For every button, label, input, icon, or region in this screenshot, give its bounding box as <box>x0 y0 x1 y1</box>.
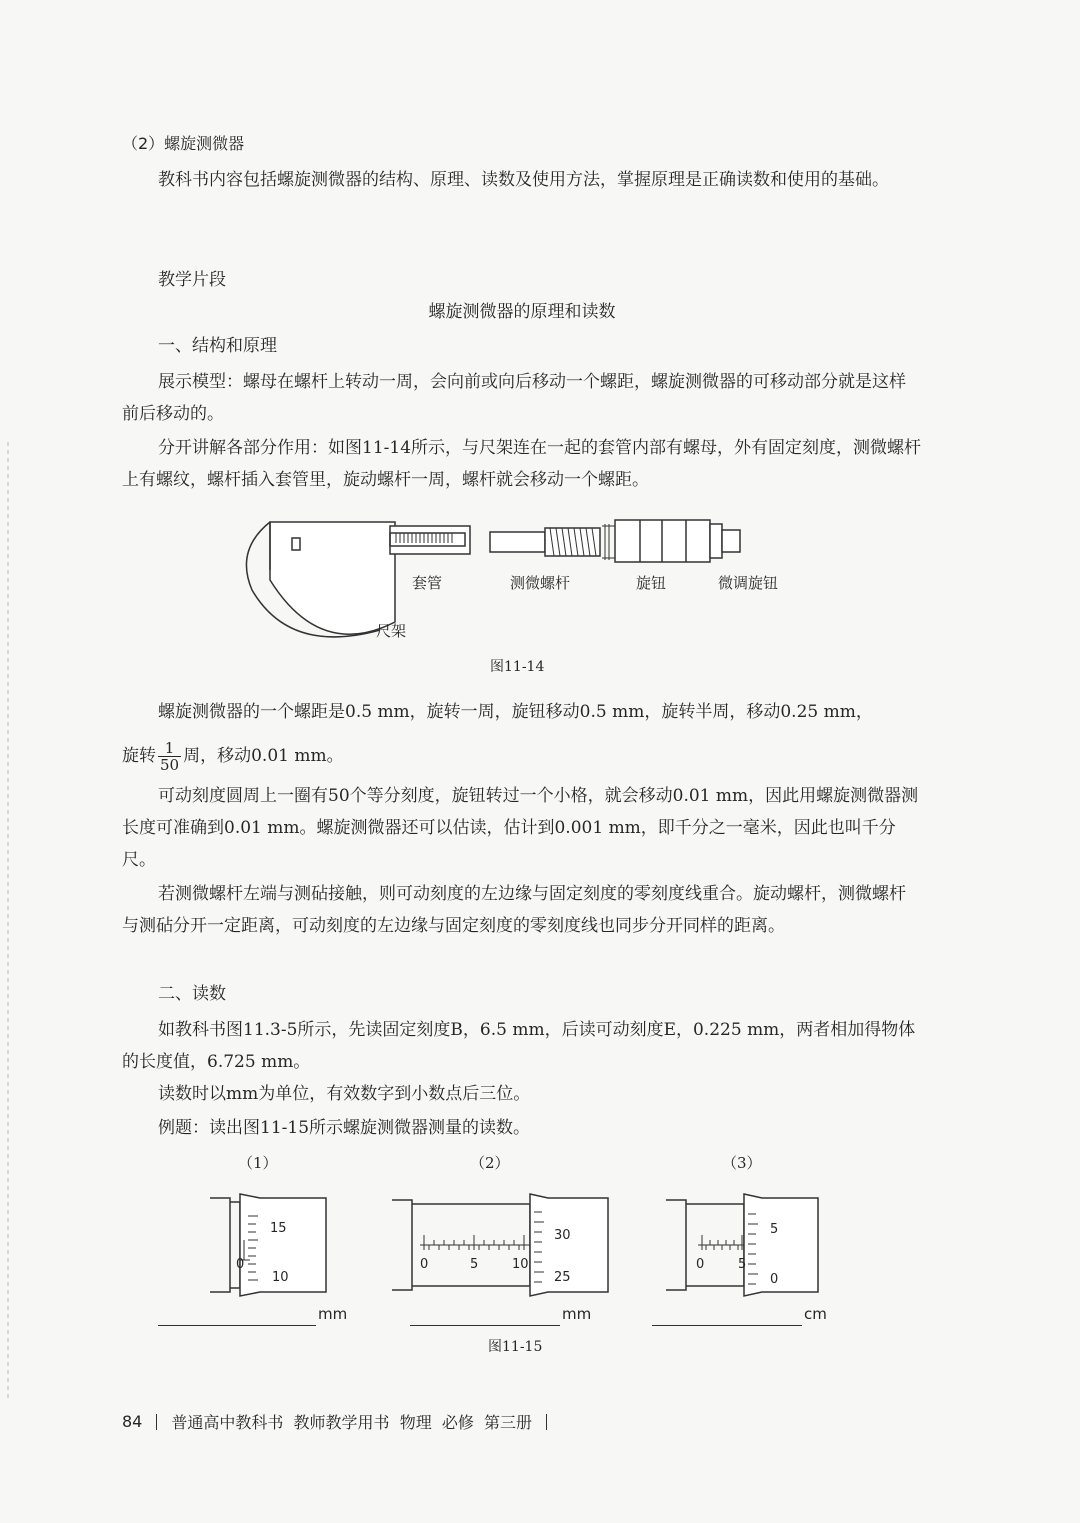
page-footer <box>122 1410 547 1433</box>
sub3-answer-blank[interactable] <box>652 1325 802 1326</box>
sub2-answer-blank[interactable] <box>410 1325 560 1326</box>
micrometer-3-diagram <box>662 1190 832 1300</box>
micrometer-2-diagram <box>390 1190 620 1300</box>
footer-divider-left <box>156 1414 157 1430</box>
sub3-fixed-5: 5 <box>738 1257 747 1272</box>
paragraph-5: 若测微螺杆左端与测砧接触，则可动刻度的左边缘与固定刻度的零刻度线重合。旋动螺杆，测微螺杆与测砧分开一定距离，可动刻度的左边缘与固定刻度的零刻度线也同步分开同样的距离。 <box>122 884 906 936</box>
frame-shape <box>270 522 395 634</box>
paragraph-3-fraction-line <box>122 740 922 773</box>
figure-11-14-caption: 图11-14 <box>490 659 545 675</box>
part1-heading: 一、结构和原理 <box>158 336 277 356</box>
sub2-label: （2） <box>470 1154 510 1172</box>
figure-11-15-caption: 图11-15 <box>488 1339 543 1355</box>
section-intro: 教科书内容包括螺旋测微器的结构、原理、读数及使用方法，掌握原理是正确读数和使用的基础。 <box>158 170 889 190</box>
label-frame: 尺架 <box>376 622 407 640</box>
sub3-tick-high: 5 <box>770 1222 779 1237</box>
sub3-label: （3） <box>722 1154 762 1172</box>
micrometer-1-diagram <box>200 1190 340 1300</box>
sub1-unit: mm <box>318 1305 348 1323</box>
paragraph-1: 展示模型：螺母在螺杆上转动一周，会向前或向后移动一个螺距，螺旋测微器的可移动部分就是这样前后移动的。 <box>122 372 906 424</box>
paragraph-6: 如教科书图11.3-5所示，先读固定刻度B，6.5 mm，后读可动刻度E，0.225 mm，两者相加得物体的长度值，6.725 mm。 <box>122 1020 916 1072</box>
page-edge-dots <box>6 440 10 1400</box>
paragraph-3: 螺旋测微器的一个螺距是0.5 mm，旋转一周，旋钮移动0.5 mm，旋转半周，移动0.25 mm， <box>158 702 873 722</box>
paragraph-8: 例题：读出图11-15所示螺旋测微器测量的读数。 <box>158 1118 531 1138</box>
sub3-unit: cm <box>804 1305 827 1323</box>
spindle-shape <box>490 532 545 552</box>
sub2-tick-high: 30 <box>554 1228 571 1243</box>
sub1-tick-low: 10 <box>272 1270 289 1285</box>
sleeve-shape <box>390 526 470 554</box>
fraction <box>158 740 181 773</box>
footer-divider-right <box>546 1414 547 1430</box>
label-sleeve: 套管 <box>412 574 443 592</box>
label-ratchet: 微调旋钮 <box>718 574 779 592</box>
sub2-fixed-0: 0 <box>420 1257 429 1272</box>
sub3-fixed-0: 0 <box>696 1257 705 1272</box>
sub2-fixed-10: 10 <box>512 1257 529 1272</box>
fraction-numerator: 1 <box>158 740 181 757</box>
sub1-tick-high: 15 <box>270 1221 287 1236</box>
segment-title: 螺旋测微器的原理和读数 <box>428 302 616 322</box>
page-number: 84 <box>122 1412 143 1431</box>
segment-label: 教学片段 <box>158 270 226 290</box>
section-heading: （2）螺旋测微器 <box>122 134 245 153</box>
sub1-label: （1） <box>238 1154 278 1172</box>
part2-heading: 二、读数 <box>158 984 226 1004</box>
paragraph-2: 分开讲解各部分作用：如图11-14所示，与尺架连在一起的套管内部有螺母，外有固定刻度，测微螺杆上有螺纹，螺杆插入套管里，旋动螺杆一周，螺杆就会移动一个螺距。 <box>122 438 922 490</box>
paragraph-7: 读数时以mm为单位，有效数字到小数点后三位。 <box>158 1084 531 1104</box>
label-spindle: 测微螺杆 <box>510 574 571 592</box>
paragraph-4: 可动刻度圆周上一圈有50个等分刻度，旋钮转过一个小格，就会移动0.01 mm，因此用螺旋测微器测长度可准确到0.01 mm。螺旋测微器还可以估读，估计到0.001 mm，即千分之一毫米，因此也叫千分尺。 <box>122 786 919 870</box>
sub1-answer-blank[interactable] <box>158 1325 316 1326</box>
sub1-zero: 0 <box>236 1257 245 1272</box>
sub2-tick-low: 25 <box>554 1270 571 1285</box>
fraction-suffix: 周，移动0.01 mm。 <box>183 746 344 766</box>
fraction-prefix: 旋转 <box>122 746 156 766</box>
sub2-unit: mm <box>562 1305 592 1323</box>
label-thimble: 旋钮 <box>636 574 667 592</box>
sub2-fixed-5: 5 <box>470 1257 479 1272</box>
ratchet-shape <box>722 530 740 552</box>
sub3-tick-low: 0 <box>770 1272 779 1287</box>
book-title: 普通高中教科书 教师教学用书 物理 必修 第三册 <box>171 1413 533 1432</box>
fraction-denominator: 50 <box>160 756 180 774</box>
